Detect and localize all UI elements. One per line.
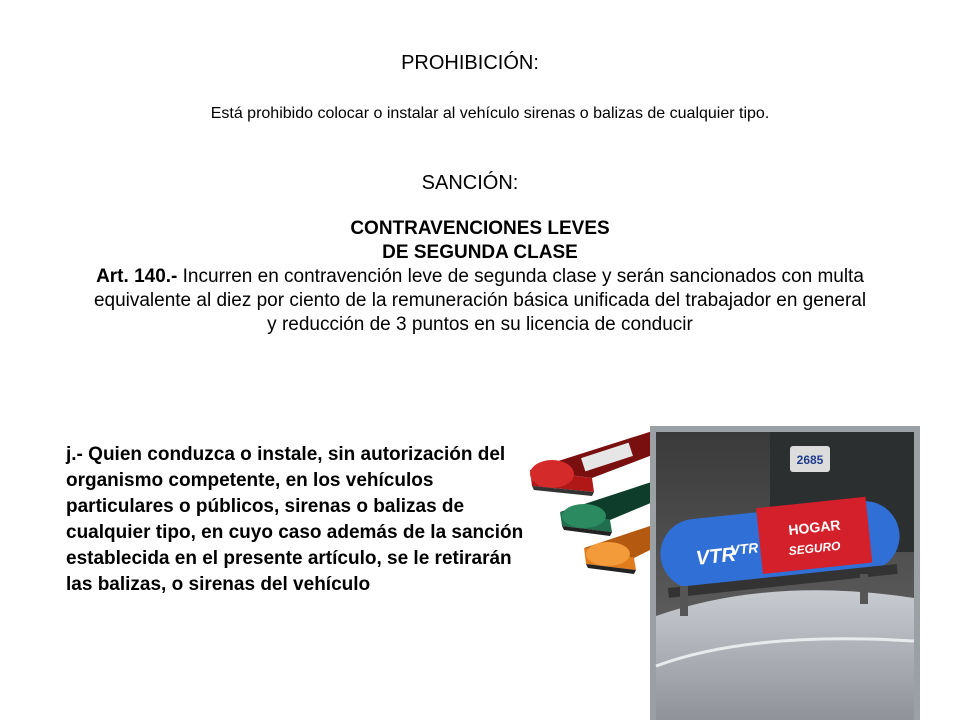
contravenciones-heading-1: CONTRAVENCIONES LEVES (350, 218, 610, 239)
car-lightbar-photo (650, 426, 920, 720)
red-lightbar-center (756, 497, 872, 574)
prohibicion-text: Está prohibido colocar o instalar al vehículo sirenas o balizas de cualquier tipo. (210, 105, 770, 122)
contravenciones-block (90, 217, 870, 337)
vtr-logo-left: VTR (694, 543, 737, 570)
banner-seguro: SEGURO (787, 538, 842, 559)
article-text: Incurren en contravención leve de segunda clase y serán sancionados con multa equivalente al diez por ciento de la remuneración básica unificada del trabajador en general y reducción de 3 puntos en su licencia de conducir (93, 266, 867, 335)
prohibicion-title: PROHIBICIÓN: (401, 52, 539, 74)
banner-hogar: HOGAR (787, 516, 842, 538)
literal-j-text: j.- Quien conduzca o instale, sin autorización del organismo competente, en los vehículos particulares o públicos, sirenas o balizas de cualquier tipo, en cuyo caso además de la sanción establecida en el presente artículo, se le retirarán las balizas, o sirenas del vehículo (66, 444, 524, 595)
sancion-title: SANCIÓN: (421, 172, 519, 194)
contravenciones-heading-2: DE SEGUNDA CLASE (382, 242, 578, 263)
article-label: Art. 140.- (96, 266, 178, 287)
building-number: 2685 (796, 453, 824, 467)
vtr-logo-mid: VTR (729, 539, 759, 559)
article-140 (90, 265, 870, 337)
